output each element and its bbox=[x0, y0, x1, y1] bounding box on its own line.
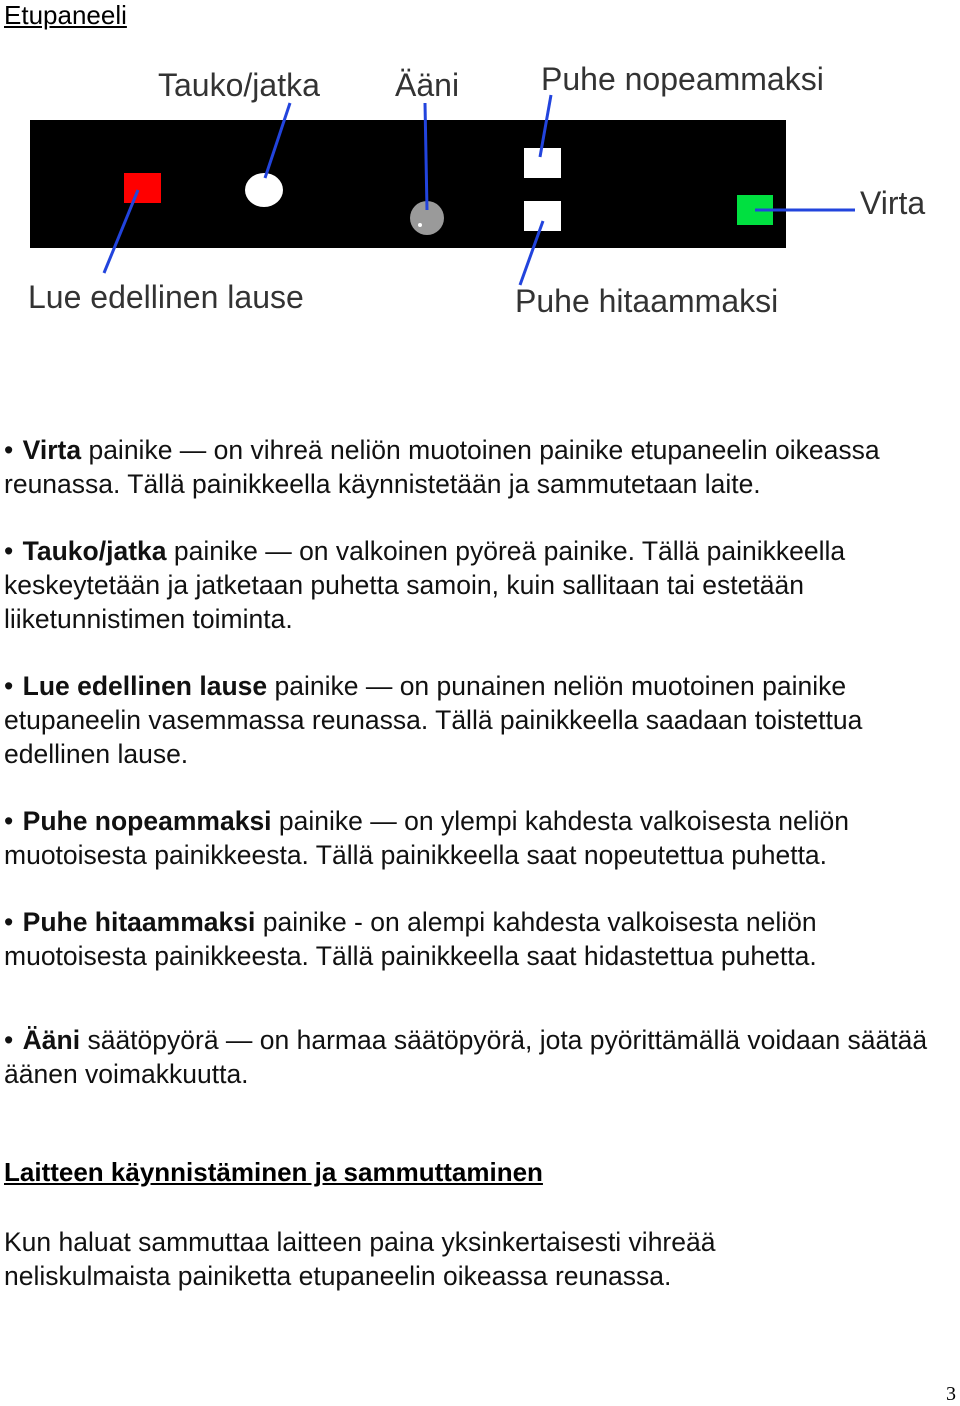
bullet-term: Puhe nopeammaksi bbox=[22, 806, 272, 836]
page-number: 3 bbox=[946, 1383, 956, 1405]
bullet-text: säätöpyörä — on harmaa säätöpyörä, jota pyörittämällä voidaan säätää äänen voimakkuutta. bbox=[4, 1025, 928, 1089]
bullet-term: Virta bbox=[22, 435, 82, 465]
bullet-text: painike — on valkoinen pyöreä painike. Tällä painikkeella keskeytetään ja jatketaan puhetta samoin, kuin sallitaan tai estetään liiketunnistimen toiminta. bbox=[4, 536, 846, 634]
bullet-slower: • Puhe hitaammaksi painike - on alempi kahdesta valkoisesta neliön muotoisesta painikkeesta. Tällä painikkeella saat hidastettua puhetta. bbox=[4, 907, 817, 971]
section-text bbox=[4, 1225, 804, 1293]
bullet-term: Puhe hitaammaksi bbox=[22, 907, 256, 937]
pointer-line-volume bbox=[425, 103, 427, 210]
previous-sentence-button bbox=[124, 173, 161, 203]
volume-dial-marker bbox=[418, 223, 422, 227]
section-paragraph: Kun haluat sammuttaa laitteen paina yksinkertaisesti vihreää neliskulmaista painiketta etupaneelin oikeassa reunassa. bbox=[4, 1227, 716, 1291]
label-faster: Puhe nopeammaksi bbox=[541, 61, 824, 97]
bullet-text: painike — on ylempi kahdesta valkoisesta neliön muotoisesta painikkeesta. Tällä painikkeella saat nopeutettua puhetta. bbox=[4, 806, 849, 870]
section-heading: Laitteen käynnistäminen ja sammuttaminen bbox=[4, 1157, 543, 1187]
bullet-term: Tauko/jatka bbox=[22, 536, 167, 566]
label-volume: Ääni bbox=[395, 67, 460, 103]
speech-faster-button bbox=[524, 148, 561, 178]
bullet-text: painike — on punainen neliön muotoinen painike etupaneelin vasemmassa reunassa. Tällä painikkeella saadaan toistettua edellinen lause. bbox=[4, 671, 863, 769]
pause-resume-button bbox=[245, 173, 283, 207]
front-panel-diagram bbox=[0, 50, 960, 340]
label-previous: Lue edellinen lause bbox=[28, 279, 304, 315]
bullet-pause: • Tauko/jatka painike — on valkoinen pyöreä painike. Tällä painikkeella keskeytetään ja jatketaan puhetta samoin, kuin sallitaan tai estetään liiketunnistimen toiminta. bbox=[4, 536, 846, 634]
bullet-text: painike - on alempi kahdesta valkoisesta neliön muotoisesta painikkeesta. Tällä painikkeella saat hidastettua puhetta. bbox=[4, 907, 817, 971]
bullet-text: painike — on vihreä neliön muotoinen painike etupaneelin oikeassa reunassa. Tällä painikkeella käynnistetään ja sammutetaan laite. bbox=[4, 435, 880, 499]
bullet-volume: • Ääni säätöpyörä — on harmaa säätöpyörä, jota pyörittämällä voidaan säätää äänen voimakkuutta. bbox=[4, 1025, 928, 1089]
bullet-power: • Virta painike — on vihreä neliön muotoinen painike etupaneelin oikeassa reunassa. Tällä painikkeella käynnistetään ja sammutetaan laite. bbox=[4, 435, 880, 499]
bullet-previous: • Lue edellinen lause painike — on punainen neliön muotoinen painike etupaneelin vasemmassa reunassa. Tällä painikkeella saadaan toistettua edellinen lause. bbox=[4, 671, 863, 769]
bullet-term: Ääni bbox=[22, 1025, 81, 1055]
label-pause: Tauko/jatka bbox=[158, 67, 320, 103]
page-heading: Etupaneeli bbox=[4, 0, 127, 30]
label-power: Virta bbox=[860, 185, 926, 221]
bullet-faster: • Puhe nopeammaksi painike — on ylempi kahdesta valkoisesta neliön muotoisesta painikkeesta. Tällä painikkeella saat nopeutettua puhetta. bbox=[4, 806, 849, 870]
bullet-term: Lue edellinen lause bbox=[22, 671, 268, 701]
label-slower: Puhe hitaammaksi bbox=[515, 283, 779, 319]
